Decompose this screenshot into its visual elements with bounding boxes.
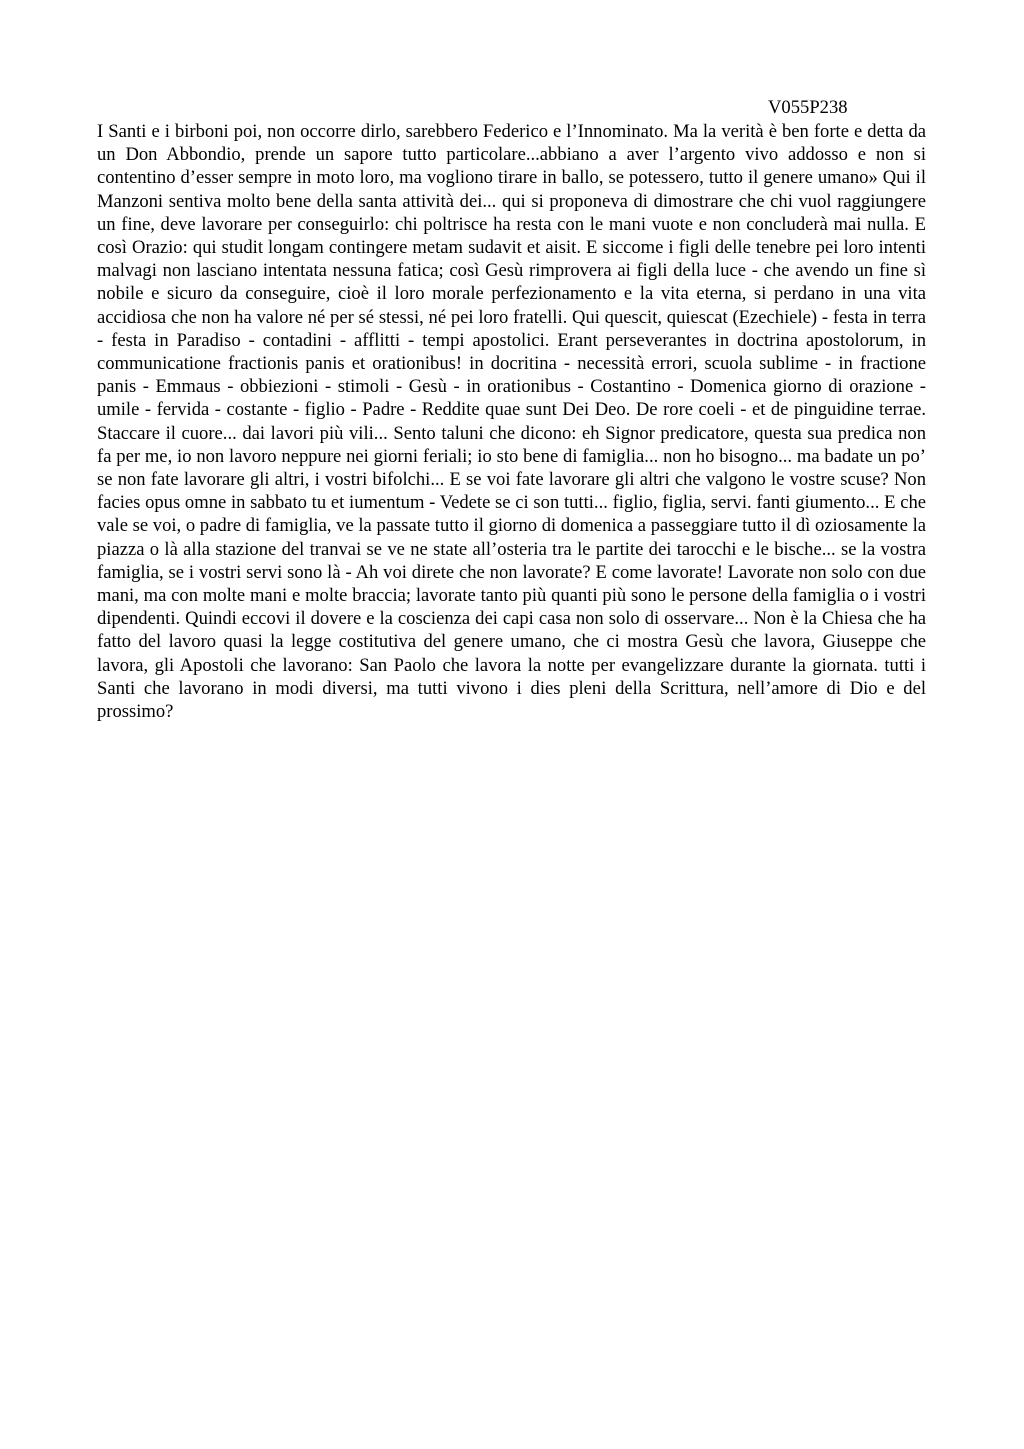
body-paragraph: I Santi e i birboni poi, non occorre dirlo, sarebbero Federico e l’Innominato. Ma la verità è ben forte e detta da un Don Abbondio, prende un sapore tutto particolare...abbiano a aver l’argento vivo addosso e non si contentino d’esser sempre in moto loro, ma vogliono tirare in ballo, se potessero, tutto il genere umano» Qui il Manzoni sentiva molto bene della santa attività dei... qui si proponeva di dimostrare che chi vuol raggiungere un fine, deve lavorare per conseguirlo: chi poltrisce ha resta con le mani vuote e non concluderà mai nulla. E così Orazio: qui studit longam contingere metam sudavit et aisit. E siccome i figli delle tenebre pei loro intenti malvagi non lasciano intentata nessuna fatica; così Gesù rimprovera ai figli della luce - che avendo un fine sì nobile e sicuro da conseguire, cioè il loro morale perfezionamento e la vita eterna, si perdano in una vita accidiosa che non ha valore né per sé stessi, né pei loro fratelli. Qui quescit, quiescat (Ezechiele) - festa in terra - festa in Paradiso - contadini - afflitti - tempi apostolici. Erant perseverantes in doctrina apostolorum, in communicatione fractionis panis et orationibus! in docritina - necessità errori, scuola sublime - in fractione panis - Emmaus - obbiezioni - stimoli - Gesù - in orationibus - Costantino - Domenica giorno di orazione - umile - fervida - costante - figlio - Padre - Reddite quae sunt Dei Deo. De rore coeli - et de pinguidine terrae. Staccare il cuore... dai lavori più vili... Sento taluni che dicono: eh Signor predicatore, questa sua predica non fa per me, io non lavoro neppure nei giorni feriali; io sto bene di famiglia... non ho bisogno... ma badate un po’ se non fate lavorare gli altri, i vostri bifolchi... E se voi fate lavorare gli altri che valgono le vostre scuse? Non facies opus omne in sabbato tu et iumentum - Vedete se ci son tutti... figlio, figlia, servi. fanti giumento... E che vale se voi, o padre di famiglia, ve la passate tutto il giorno di domenica a passeggiare tutto il dì oziosamente la piazza o là alla stazione del tranvai se ve ne state all’osteria tra le partite dei tarocchi e le bische... se la vostra famiglia, se i vostri servi sono là - Ah voi direte che non lavorate? E come lavorate! Lavorate non solo con due mani, ma con molte mani e molte braccia; lavorate tanto più quanti più sono le persone della famiglia o i vostri dipendenti. Quindi eccovi il dovere e la coscienza dei capi casa non solo di osservare... Non è la Chiesa che ha fatto del lavoro quasi la legge costitutiva del genere umano, che ci mostra Gesù che lavora, Giuseppe che lavora, gli Apostoli che lavorano: San Paolo che lavora la notte per evangelizzare durante la giornata. tutti i Santi che lavorano in modi diversi, ma tutti vivono i dies pleni della Scrittura, nell’amore di Dio e del prossimo? xyxy=(97,121,926,723)
page-identifier: V055P238 xyxy=(768,97,848,118)
